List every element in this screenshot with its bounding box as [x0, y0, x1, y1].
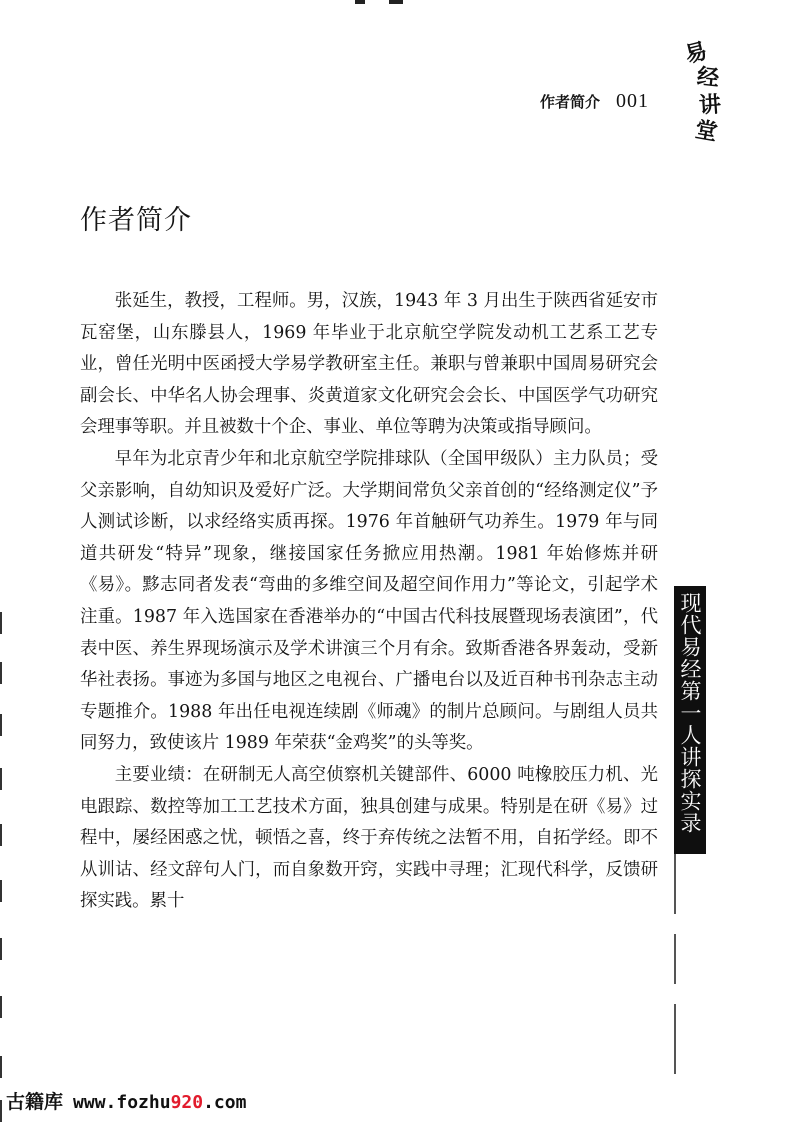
running-header	[540, 90, 649, 113]
chapter-heading: 作者简介	[80, 205, 192, 236]
body-paragraph: 主要业绩：在研制无人高空侦察机关键部件、6000 吨橡胶压力机、光电跟踪、数控等加工工艺技术方面，独具创建与成果。特别是在研《易》过程中，屡经困惑之忧，顿悟之喜，终于弃传统之法暂不用，自拓学经。即不从训诂、经文辞句人门，而自象数开窍，实践中寻理；汇现代科学，反馈研探实践。累十	[80, 764, 658, 912]
body-paragraph: 早年为北京青少年和北京航空学院排球队（全国甲级队）主力队员；受父亲影响，自幼知识及爱好广泛。大学期间常负父亲首创的“经络测定仪”予人测试诊断，以求经络实质再探。1976 年首触研气功养生。1979 年与同道共研发“特异”现象，继接国家任务掀应用热潮。1981 年始修炼并研《易》。黟志同者发表“弯曲的多维空间及超空间作用力”等论文，引起学术注重。1987 年入选国家在香港举办的“中国古代科技展暨现场表演团”，代表中医、养生界现场演示及学术讲演三个月有余。致斯香港各界轰动，受新华社表扬。事迹为多国与地区之电视台、广播电台以及近百种书刊杂志主动专题推介。1988 年出任电视连续剧《师魂》的制片总顾问。与剧组人员共同努力，致使该片 1989 年荣获“金鸡奖”的头等奖。	[80, 448, 658, 754]
scan-mark-top	[353, 0, 433, 6]
series-logo-char: 堂	[693, 117, 720, 147]
gutter-line	[674, 854, 677, 1104]
watermark-url-suffix: .com	[203, 1092, 247, 1113]
running-section-title: 作者简介	[540, 93, 601, 111]
watermark-site-name: 古籍库	[6, 1091, 64, 1113]
page-number: 001	[616, 90, 650, 112]
body-text	[80, 286, 658, 918]
watermark-url-prefix: www.fozhu	[73, 1092, 171, 1113]
book-title-sidebar: 现代易经第一人讲探实录	[674, 586, 706, 854]
watermark-url-number: 920	[170, 1092, 204, 1113]
site-watermark	[6, 1087, 246, 1114]
series-logo-char: 讲	[698, 92, 722, 119]
body-paragraph: 张延生，教授，工程师。男，汉族，1943 年 3 月出生于陕西省延安市瓦窑堡，山东滕县人，1969 年毕业于北京航空学院发动机工艺系工艺专业，曾任光明中医函授大学易学教研室主任。兼职与曾兼职中国周易研究会副会长、中华名人协会理事、炎黄道家文化研究会会长、中国医学气功研究会理事等职。并且被数十个企、事业、单位等聘为决策或指导顾问。	[80, 291, 658, 438]
scan-edge-marks	[0, 600, 4, 1120]
series-logo-char: 易	[682, 38, 710, 69]
series-logo	[683, 38, 725, 158]
series-logo-char: 经	[695, 64, 721, 92]
